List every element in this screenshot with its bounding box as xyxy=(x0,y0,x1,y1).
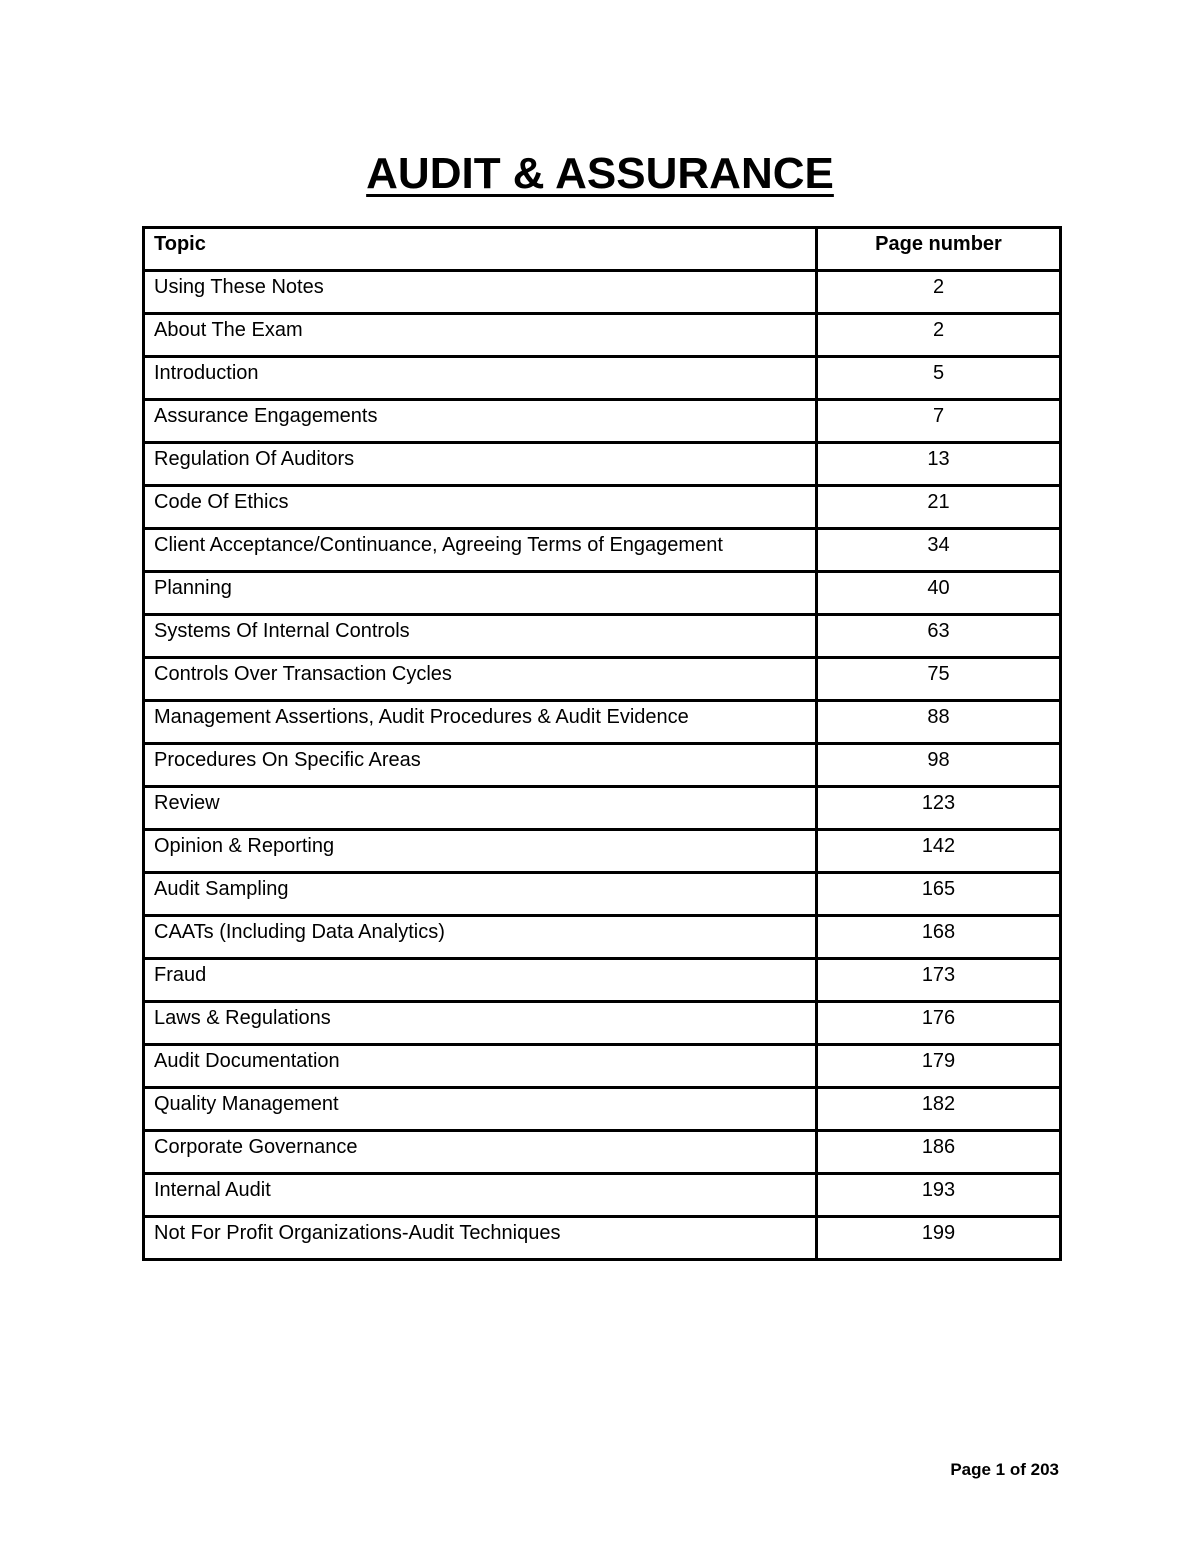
toc-body xyxy=(144,271,1061,1260)
toc-topic-cell: Client Acceptance/Continuance, Agreeing Terms of Engagement xyxy=(144,529,817,572)
table-row xyxy=(144,1088,1061,1131)
toc-page-cell: 88 xyxy=(817,701,1061,744)
toc-page-cell: 179 xyxy=(817,1045,1061,1088)
toc-page-cell: 165 xyxy=(817,873,1061,916)
toc-topic-cell: Quality Management xyxy=(144,1088,817,1131)
table-row xyxy=(144,443,1061,486)
toc-page-cell: 199 xyxy=(817,1217,1061,1260)
toc-page-cell: 186 xyxy=(817,1131,1061,1174)
table-row xyxy=(144,486,1061,529)
toc-topic-cell: Internal Audit xyxy=(144,1174,817,1217)
toc-page-cell: 182 xyxy=(817,1088,1061,1131)
toc-topic-cell: About The Exam xyxy=(144,314,817,357)
toc-topic-cell: Code Of Ethics xyxy=(144,486,817,529)
toc-page-cell: 13 xyxy=(817,443,1061,486)
document-title xyxy=(0,146,1200,202)
table-row xyxy=(144,658,1061,701)
toc-page-cell: 63 xyxy=(817,615,1061,658)
table-row xyxy=(144,1002,1061,1045)
toc-topic-cell: Fraud xyxy=(144,959,817,1002)
toc-topic-cell: Not For Profit Organizations-Audit Techniques xyxy=(144,1217,817,1260)
table-row xyxy=(144,916,1061,959)
table-row xyxy=(144,744,1061,787)
table-row xyxy=(144,701,1061,744)
toc-page-cell: 5 xyxy=(817,357,1061,400)
toc-page-cell: 176 xyxy=(817,1002,1061,1045)
toc-topic-cell: Using These Notes xyxy=(144,271,817,314)
toc-topic-cell: CAATs (Including Data Analytics) xyxy=(144,916,817,959)
toc-page-cell: 2 xyxy=(817,314,1061,357)
toc-page-cell: 193 xyxy=(817,1174,1061,1217)
toc-page-cell: 75 xyxy=(817,658,1061,701)
toc-topic-cell: Audit Documentation xyxy=(144,1045,817,1088)
toc-topic-cell: Opinion & Reporting xyxy=(144,830,817,873)
page-footer: Page 1 of 203 xyxy=(950,1460,1059,1479)
toc-topic-cell: Procedures On Specific Areas xyxy=(144,744,817,787)
toc-page-cell: 98 xyxy=(817,744,1061,787)
document-title-text: AUDIT & ASSURANCE xyxy=(366,149,834,198)
toc-topic-cell: Laws & Regulations xyxy=(144,1002,817,1045)
toc-topic-cell: Systems Of Internal Controls xyxy=(144,615,817,658)
table-row xyxy=(144,787,1061,830)
toc-topic-cell: Introduction xyxy=(144,357,817,400)
table-of-contents xyxy=(142,226,1062,1261)
toc-page-cell: 173 xyxy=(817,959,1061,1002)
table-row xyxy=(144,572,1061,615)
toc-page-cell: 123 xyxy=(817,787,1061,830)
table-row xyxy=(144,1045,1061,1088)
toc-topic-cell: Review xyxy=(144,787,817,830)
toc-topic-cell: Planning xyxy=(144,572,817,615)
toc-topic-cell: Regulation Of Auditors xyxy=(144,443,817,486)
toc-topic-cell: Audit Sampling xyxy=(144,873,817,916)
table-row xyxy=(144,357,1061,400)
toc-header-page: Page number xyxy=(817,228,1061,271)
toc-topic-cell: Corporate Governance xyxy=(144,1131,817,1174)
toc-page-cell: 21 xyxy=(817,486,1061,529)
table-row xyxy=(144,873,1061,916)
table-row xyxy=(144,615,1061,658)
toc-page-cell: 168 xyxy=(817,916,1061,959)
table-row xyxy=(144,1217,1061,1260)
toc-topic-cell: Assurance Engagements xyxy=(144,400,817,443)
table-row xyxy=(144,314,1061,357)
table-row xyxy=(144,1131,1061,1174)
toc-header-row xyxy=(144,228,1061,271)
toc-page-cell: 34 xyxy=(817,529,1061,572)
toc-page-cell: 40 xyxy=(817,572,1061,615)
table-row xyxy=(144,271,1061,314)
table-row xyxy=(144,959,1061,1002)
table-row xyxy=(144,830,1061,873)
toc-page-cell: 7 xyxy=(817,400,1061,443)
table-row xyxy=(144,529,1061,572)
toc-topic-cell: Management Assertions, Audit Procedures & Audit Evidence xyxy=(144,701,817,744)
toc-page-cell: 2 xyxy=(817,271,1061,314)
toc-page-cell: 142 xyxy=(817,830,1061,873)
table-row xyxy=(144,1174,1061,1217)
toc-header-topic: Topic xyxy=(144,228,817,271)
table-row xyxy=(144,400,1061,443)
toc-topic-cell: Controls Over Transaction Cycles xyxy=(144,658,817,701)
